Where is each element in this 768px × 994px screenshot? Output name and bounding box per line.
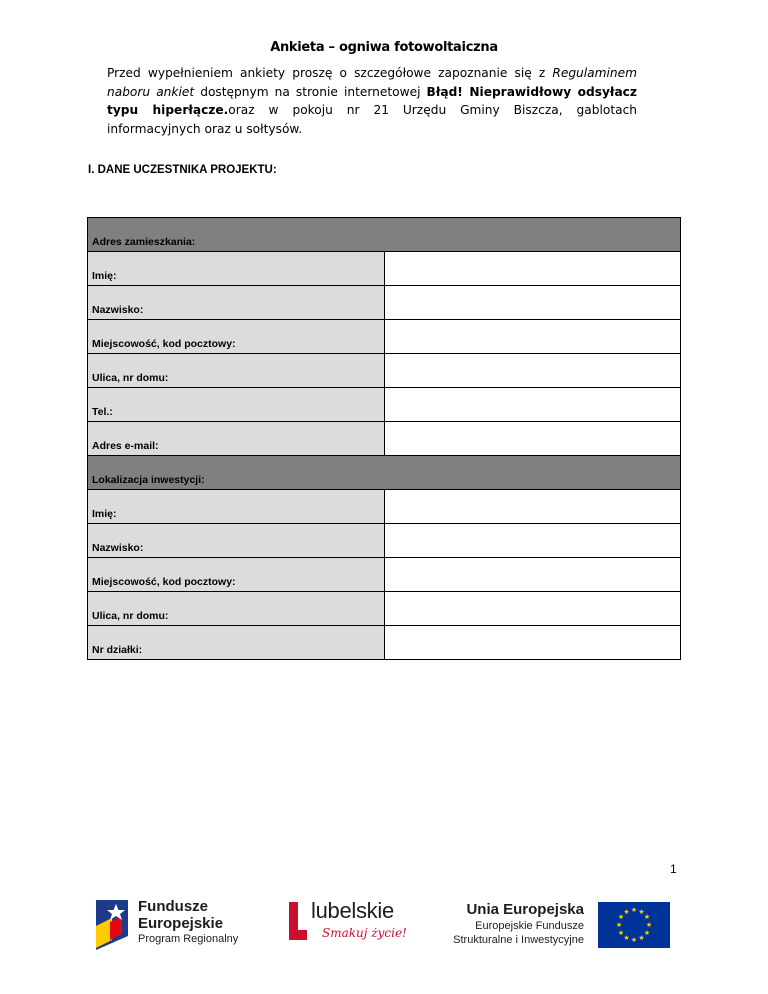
fundusze-europejskie-star-icon — [92, 896, 132, 952]
field-label: Adres e-mail: — [88, 422, 385, 456]
svg-text:★: ★ — [623, 908, 630, 916]
field-label: Nazwisko: — [88, 524, 385, 558]
investment-last-name-field[interactable] — [384, 524, 681, 558]
intro-paragraph — [107, 64, 637, 138]
svg-text:★: ★ — [630, 906, 638, 914]
investment-header-row — [88, 456, 681, 490]
lubelskie-wordmark: lubelskie — [311, 898, 394, 923]
field-label: Ulica, nr domu: — [88, 592, 385, 626]
eu-logo-line2: Europejskie Fundusze — [475, 920, 584, 932]
svg-text:★: ★ — [638, 908, 645, 916]
field-label: Miejscowość, kod pocztowy: — [88, 558, 385, 592]
form-row — [88, 354, 681, 388]
form-row — [88, 422, 681, 456]
investment-header: Lokalizacja inwestycji: — [88, 456, 681, 490]
form-row — [88, 388, 681, 422]
lubelskie-slogan: Smakuj życie! — [322, 926, 407, 940]
participant-form-table — [87, 217, 681, 660]
footer-logos — [0, 890, 768, 960]
field-label: Tel.: — [88, 388, 385, 422]
email-field[interactable] — [384, 422, 681, 456]
field-label: Nr działki: — [88, 626, 385, 660]
svg-text:★: ★ — [617, 913, 625, 921]
lubelskie-l-icon — [287, 900, 309, 942]
svg-text:★: ★ — [630, 936, 638, 944]
svg-text:★: ★ — [617, 929, 625, 937]
form-row — [88, 626, 681, 660]
form-row — [88, 252, 681, 286]
svg-text:★: ★ — [615, 921, 623, 929]
city-postcode-field[interactable] — [384, 320, 681, 354]
form-row — [88, 592, 681, 626]
svg-text:★: ★ — [643, 929, 651, 937]
intro-text-3: oraz w pokoju nr 21 Urzędu Gminy Biszcza, gablotach informacyjnych oraz u sołtysów. — [107, 103, 637, 136]
form-row — [88, 320, 681, 354]
street-field[interactable] — [384, 354, 681, 388]
fe-logo-line1: Fundusze — [138, 898, 208, 915]
eu-logo-line1: Unia Europejska — [466, 901, 584, 918]
intro-text-1: Przed wypełnieniem ankiety proszę o szczegółowe zapoznanie się z — [107, 66, 553, 80]
svg-text:★: ★ — [623, 934, 630, 942]
fe-logo-line3: Program Regionalny — [138, 933, 239, 945]
svg-text:★: ★ — [643, 913, 651, 921]
field-label: Miejscowość, kod pocztowy: — [88, 320, 385, 354]
broken-hyperlink-error: Błąd! Nieprawidłowy odsyłacz typu hiperłącze. — [107, 84, 637, 117]
fe-logo-line2: Europejskie — [138, 915, 224, 932]
last-name-field[interactable] — [384, 286, 681, 320]
field-label: Ulica, nr domu: — [88, 354, 385, 388]
form-row — [88, 490, 681, 524]
intro-text-2: dostępnym na stronie internetowej — [194, 84, 427, 99]
phone-field[interactable] — [384, 388, 681, 422]
plot-number-field[interactable] — [384, 626, 681, 660]
investment-street-field[interactable] — [384, 592, 681, 626]
svg-text:★: ★ — [638, 934, 645, 942]
field-label: Nazwisko: — [88, 286, 385, 320]
section-heading: I. DANE UCZESTNIKA PROJEKTU: — [88, 164, 277, 176]
page-title: Ankieta – ogniwa fotowoltaiczna — [270, 40, 498, 55]
residence-header: Adres zamieszkania: — [88, 218, 681, 252]
eu-logo-line3: Strukturalne i Inwestycyjne — [453, 934, 584, 946]
field-label: Imię: — [88, 252, 385, 286]
eu-flag-icon — [598, 902, 670, 948]
page-number: 1 — [670, 862, 677, 876]
first-name-field[interactable] — [384, 252, 681, 286]
residence-header-row — [88, 218, 681, 252]
fundusze-europejskie-logo-text — [138, 898, 238, 947]
form-row — [88, 558, 681, 592]
regulations-link-text: Regulaminem naboru ankiet — [107, 66, 637, 99]
eu-logo-text — [446, 900, 584, 947]
form-row — [88, 286, 681, 320]
investment-city-postcode-field[interactable] — [384, 558, 681, 592]
field-label: Imię: — [88, 490, 385, 524]
form-row — [88, 524, 681, 558]
svg-text:★: ★ — [645, 921, 653, 929]
investment-first-name-field[interactable] — [384, 490, 681, 524]
